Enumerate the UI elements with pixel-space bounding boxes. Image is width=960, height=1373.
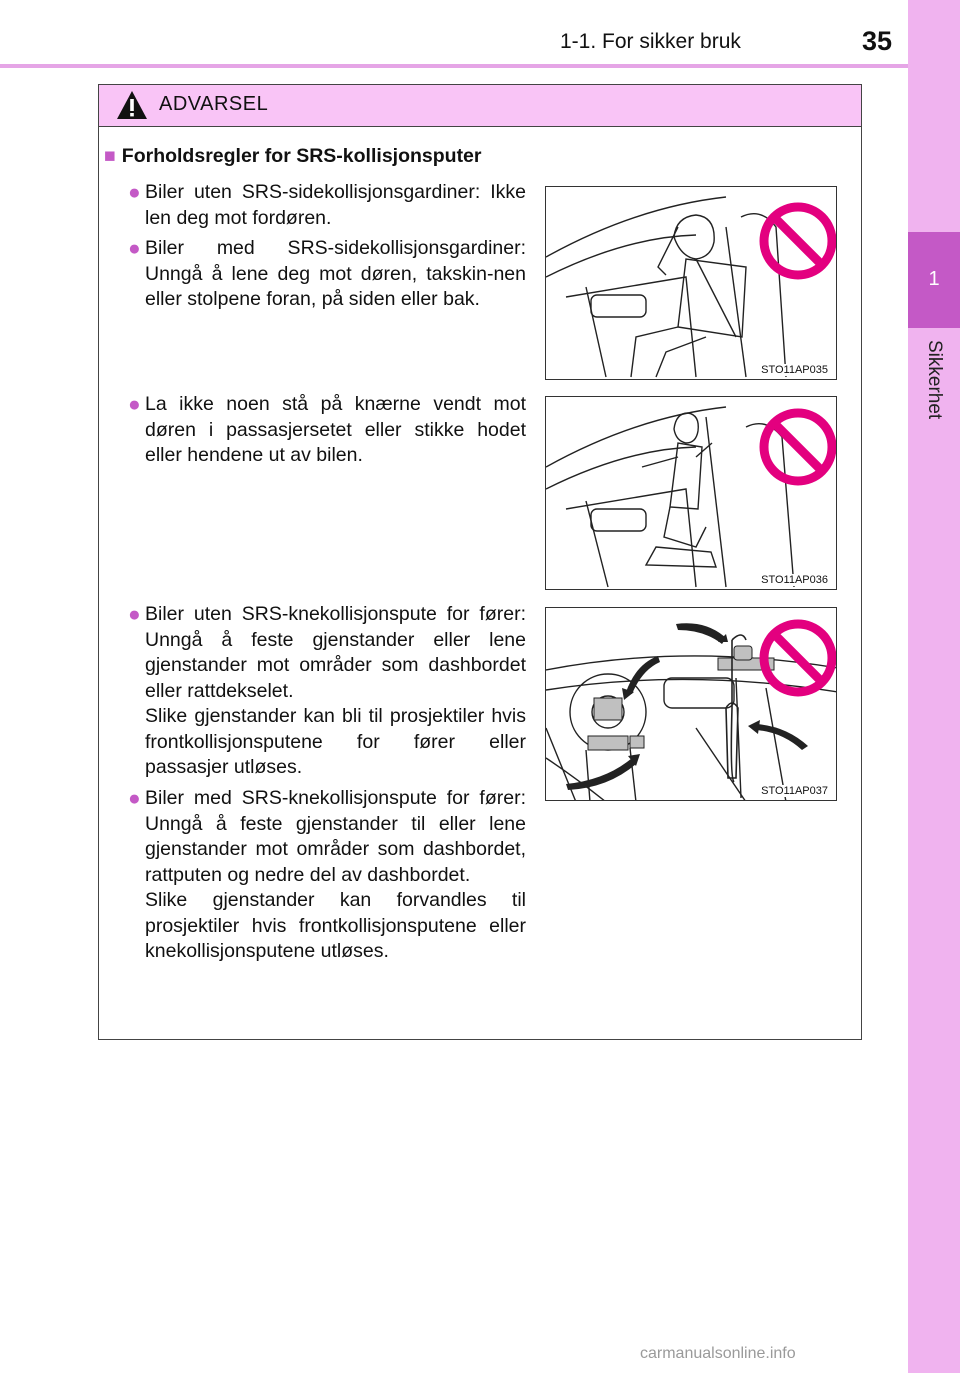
bullet-text: Biler med SRS-sidekollisjonsgardiner: Unngå å lene deg mot døren, takskin-nen eller stolpene foran, på siden eller bak.: [145, 237, 526, 310]
figure-code: STO11AP036: [761, 574, 828, 586]
bullet-dot-icon: ●: [128, 603, 141, 626]
figure-code: STO11AP035: [761, 364, 828, 376]
chapter-label: Sikkerhet: [924, 340, 945, 420]
bullet-item: [128, 236, 526, 313]
figure-code: STO11AP037: [761, 785, 828, 797]
square-bullet-icon: ■: [104, 145, 116, 167]
no-symbol-icon: [546, 397, 837, 590]
bullet-text: Slike gjenstander kan bli til prosjektiler hvis frontkollisjonsputene for fører eller passasjer utløses.: [145, 705, 526, 778]
bullet-item: [128, 392, 526, 469]
warning-title: ADVARSEL: [159, 93, 269, 115]
bullet-text: Biler med SRS-knekollisjonspute for fører: Unngå å feste gjenstander til eller lene gjenstander mot områder som dashbordet, rattputen og nedre del av dashbordet.: [145, 787, 526, 886]
bullet-text: La ikke noen stå på knærne vendt mot døren i passasjersetet eller stikke hodet eller hendene ut av bilen.: [145, 393, 526, 466]
warning-header: [99, 85, 861, 127]
bullet-dot-icon: ●: [128, 787, 141, 810]
watermark: carmanualsonline.info: [640, 1345, 796, 1362]
bullet-dot-icon: ●: [128, 237, 141, 260]
page-number: 35: [862, 26, 893, 56]
bullet-item: [128, 602, 526, 781]
chapter-number: 1: [928, 268, 940, 290]
warning-triangle-icon: [115, 89, 149, 121]
bullet-item: [128, 180, 526, 231]
bullet-item: [128, 786, 526, 965]
no-symbol-icon: [546, 187, 837, 380]
figure-leaning-door: [545, 186, 837, 380]
bullet-dot-icon: ●: [128, 393, 141, 416]
section-title: 1-1. For sikker bruk: [560, 30, 741, 53]
header-divider: [0, 64, 908, 68]
section-heading: [104, 145, 482, 168]
figure-dashboard-objects: [545, 607, 837, 801]
bullet-dot-icon: ●: [128, 181, 141, 204]
bullet-text: Slike gjenstander kan forvandles til prosjektiler hvis frontkollisjonsputene eller knekollisjonsputene utløses.: [145, 889, 526, 962]
side-tab-strip: [908, 0, 960, 1373]
bullet-text: Biler uten SRS-knekollisjonspute for fører: Unngå å feste gjenstander eller lene gjenstander mot områder som dashbordet eller rattdekselet.: [145, 603, 526, 702]
section-heading-text: Forholdsregler for SRS-kollisjonsputer: [121, 145, 482, 167]
bullet-text: Biler uten SRS-sidekollisjonsgardiner: Ikke len deg mot fordøren.: [145, 181, 526, 229]
figure-kneeling-child: [545, 396, 837, 590]
no-symbol-icon: [546, 608, 837, 801]
